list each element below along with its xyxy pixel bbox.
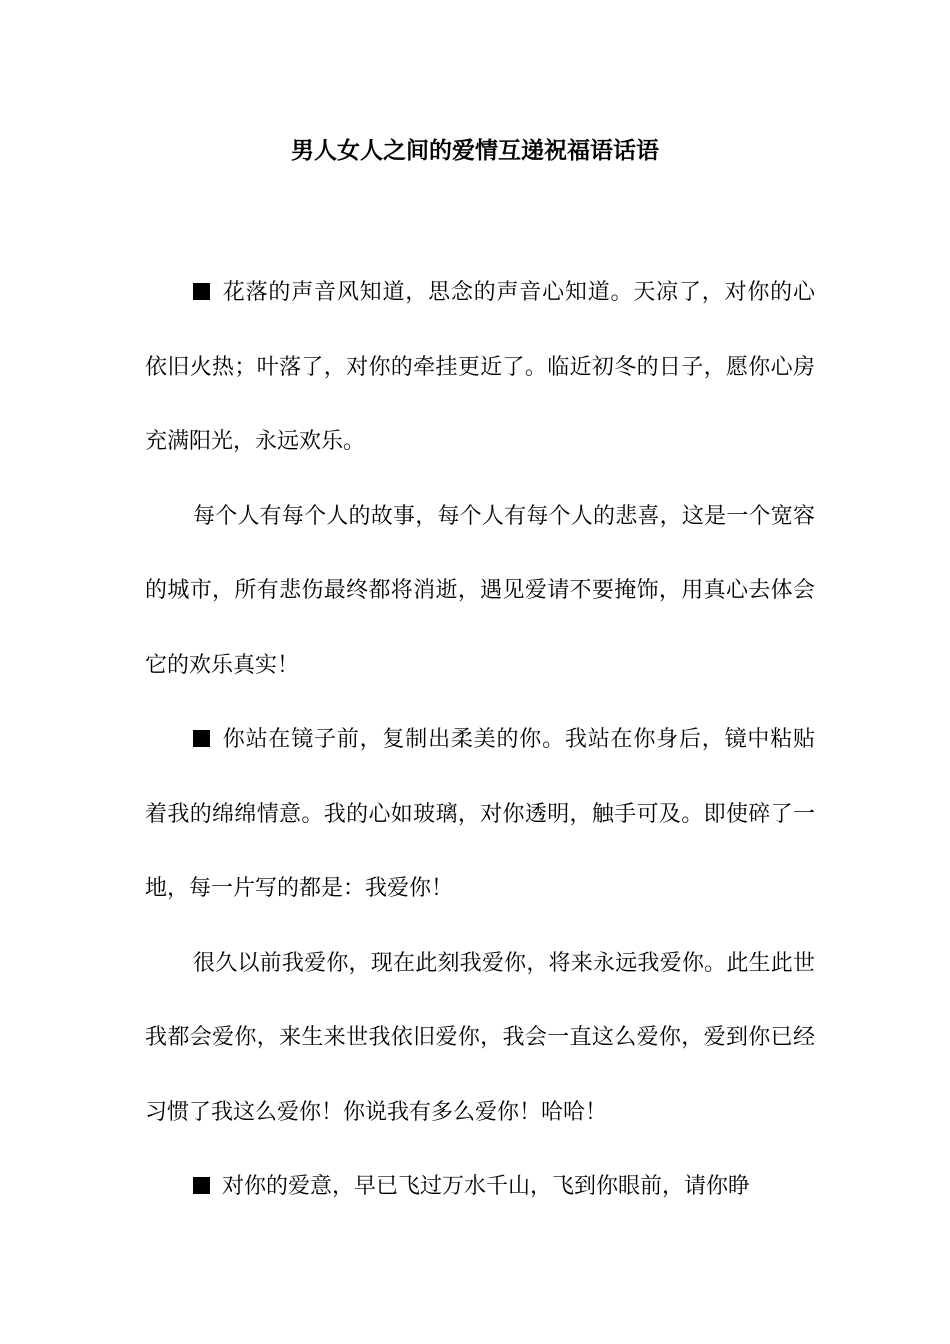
paragraph-4 [145,927,815,1151]
paragraph-2 [145,480,815,704]
paragraph-text: 花落的声音风知道，思念的声音心知道。天凉了，对你的心依旧火热；叶落了，对你的牵挂更近了。临近初冬的日子，愿你心房充满阳光，永远欢乐。 [145,280,815,454]
document-body [145,256,815,1225]
paragraph-1 [145,256,815,480]
square-bullet-icon [193,283,210,300]
paragraph-3 [145,703,815,927]
square-bullet-icon [193,1177,210,1194]
paragraph-text: 很久以前我爱你，现在此刻我爱你，将来永远我爱你。此生此世我都会爱你，来生来世我依旧爱你，我会一直这么爱你，爱到你已经习惯了我这么爱你！你说我有多么爱你！哈哈！ [145,950,815,1125]
document-title: 男人女人之间的爱情互递祝福语话语 [291,137,659,164]
paragraph-text: 每个人有每个人的故事，每个人有每个人的悲喜，这是一个宽容的城市，所有悲伤最终都将消逝，遇见爱请不要掩饰，用真心去体会它的欢乐真实！ [145,503,815,678]
paragraph-text: 你站在镜子前，复制出柔美的你。我站在你身后，镜中粘贴着我的绵绵情意。我的心如玻璃，对你透明，触手可及。即使碎了一地，每一片写的都是：我爱你！ [145,727,815,901]
paragraph-5 [145,1150,815,1225]
paragraph-text: 对你的爱意，早已飞过万水千山，飞到你眼前，请你睁 [222,1174,751,1199]
square-bullet-icon [193,730,210,747]
